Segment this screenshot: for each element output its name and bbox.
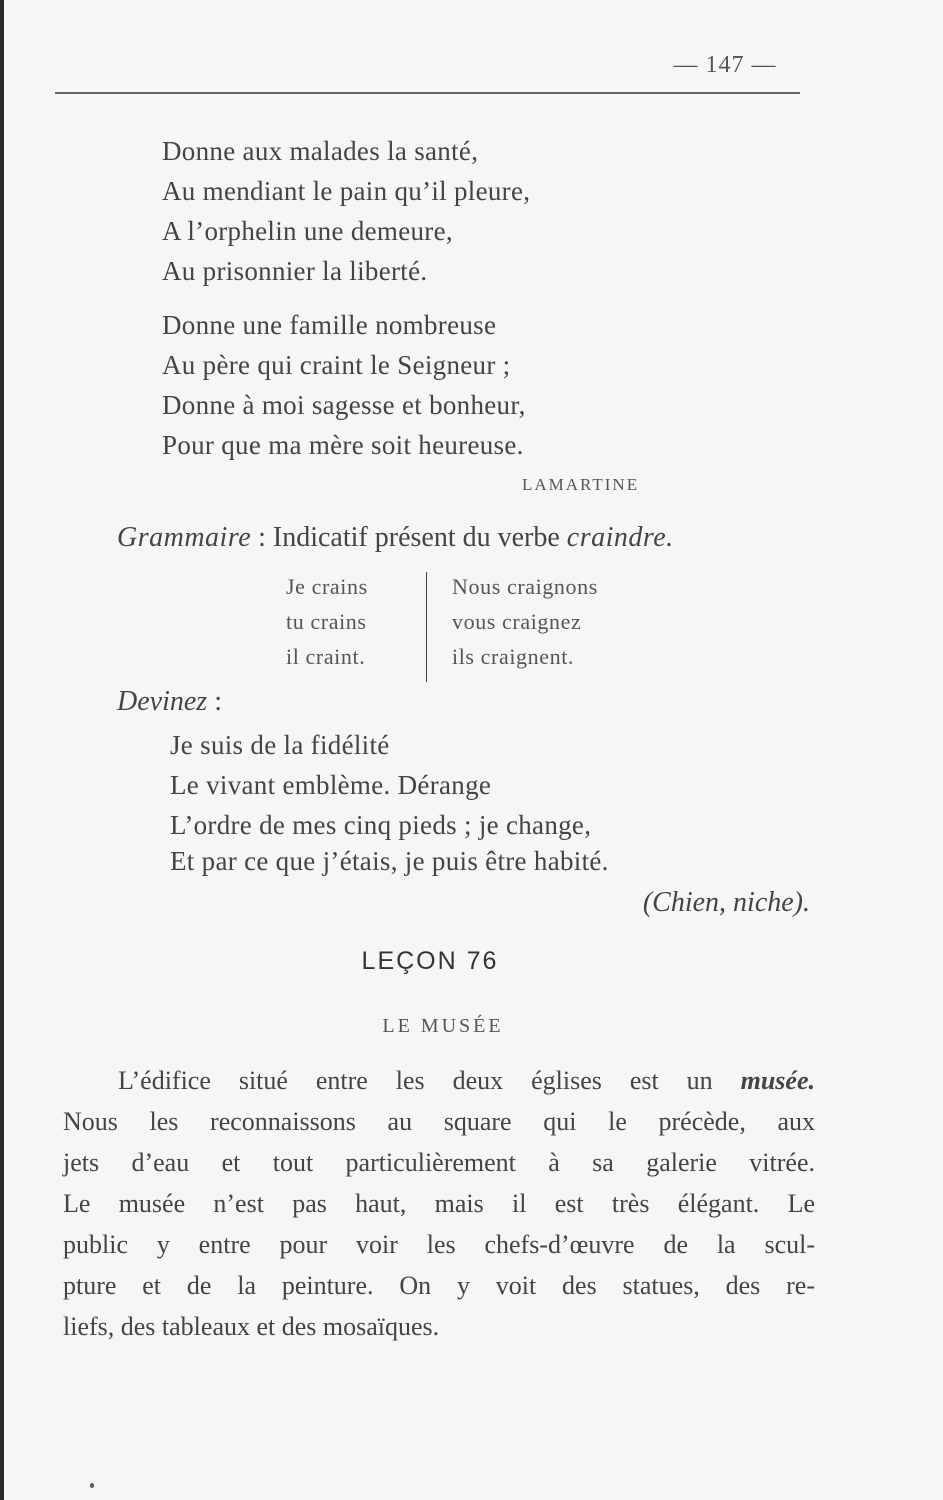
paragraph-line: liefs, des tableaux et des mosaïques. xyxy=(63,1312,440,1341)
riddle-line: Et par ce que j’étais, je puis être habité. xyxy=(170,846,609,876)
lesson-subtitle: LE MUSÉE xyxy=(382,1015,504,1037)
grammar-heading xyxy=(117,522,674,554)
conjugation-singular: Je crains xyxy=(286,574,368,599)
poem-line: Au père qui craint le Seigneur ; xyxy=(162,350,511,380)
poem-line: Au prisonnier la liberté. xyxy=(162,256,428,286)
grammar-text: : Indicatif présent du verbe xyxy=(251,522,567,553)
conjugation-plural: vous craignez xyxy=(452,609,582,634)
paragraph-line: Le musée n’est pas haut, mais il est très élégant. Le xyxy=(63,1189,815,1218)
poem-line: Au mendiant le pain qu’il pleure, xyxy=(162,176,531,206)
poem-line: A l’orphelin une demeure, xyxy=(162,216,453,246)
paragraph-line: jets d’eau et tout particulièrement à sa galerie vitrée. xyxy=(63,1148,815,1177)
poem-line: Pour que ma mère soit heureuse. xyxy=(162,430,524,460)
conjugation-plural: ils craignent. xyxy=(452,644,575,669)
poem-author: LAMARTINE xyxy=(522,475,640,494)
paragraph-line: pture et de la peinture. On y voit des statues, des re- xyxy=(63,1271,815,1300)
paragraph-line xyxy=(63,1060,815,1101)
header-rule xyxy=(55,92,800,94)
riddle-line: Je suis de la fidélité xyxy=(170,730,390,760)
conjugation-singular: tu crains xyxy=(286,609,367,634)
paragraph-line: Nous les reconnaissons au square qui le précède, aux xyxy=(63,1107,815,1136)
conjugation-singular: il craint. xyxy=(286,644,366,669)
paper-speck xyxy=(90,1483,94,1488)
page-left-edge xyxy=(0,0,4,1500)
conjugation-plural: Nous craignons xyxy=(452,574,598,599)
grammar-label: Grammaire xyxy=(117,522,252,553)
paragraph-line: public y entre pour voir les chefs-d’œuvre de la scul- xyxy=(63,1230,815,1259)
riddle-answer: (Chien, niche). xyxy=(642,887,810,918)
lesson-paragraph xyxy=(63,1060,815,1347)
riddle-line: Le vivant emblème. Dérange xyxy=(170,770,492,800)
riddle-heading xyxy=(117,686,222,718)
poem-line: Donne une famille nombreuse xyxy=(162,310,497,340)
riddle-line: L’ordre de mes cinq pieds ; je change, xyxy=(170,810,592,840)
grammar-verb: craindre. xyxy=(566,522,674,553)
lesson-title: LEÇON 76 xyxy=(361,947,499,975)
poem-line: Donne à moi sagesse et bonheur, xyxy=(162,390,526,420)
riddle-label: Devinez xyxy=(117,686,208,717)
page-number: — 147 — xyxy=(673,52,777,78)
riddle-label-suffix: : xyxy=(207,686,222,717)
conjugation-divider xyxy=(426,572,427,682)
poem-line: Donne aux malades la santé, xyxy=(162,136,479,166)
highlighted-word: musée. xyxy=(740,1066,815,1095)
paragraph-line-text: L’édifice situé entre les deux églises est un xyxy=(118,1066,741,1095)
